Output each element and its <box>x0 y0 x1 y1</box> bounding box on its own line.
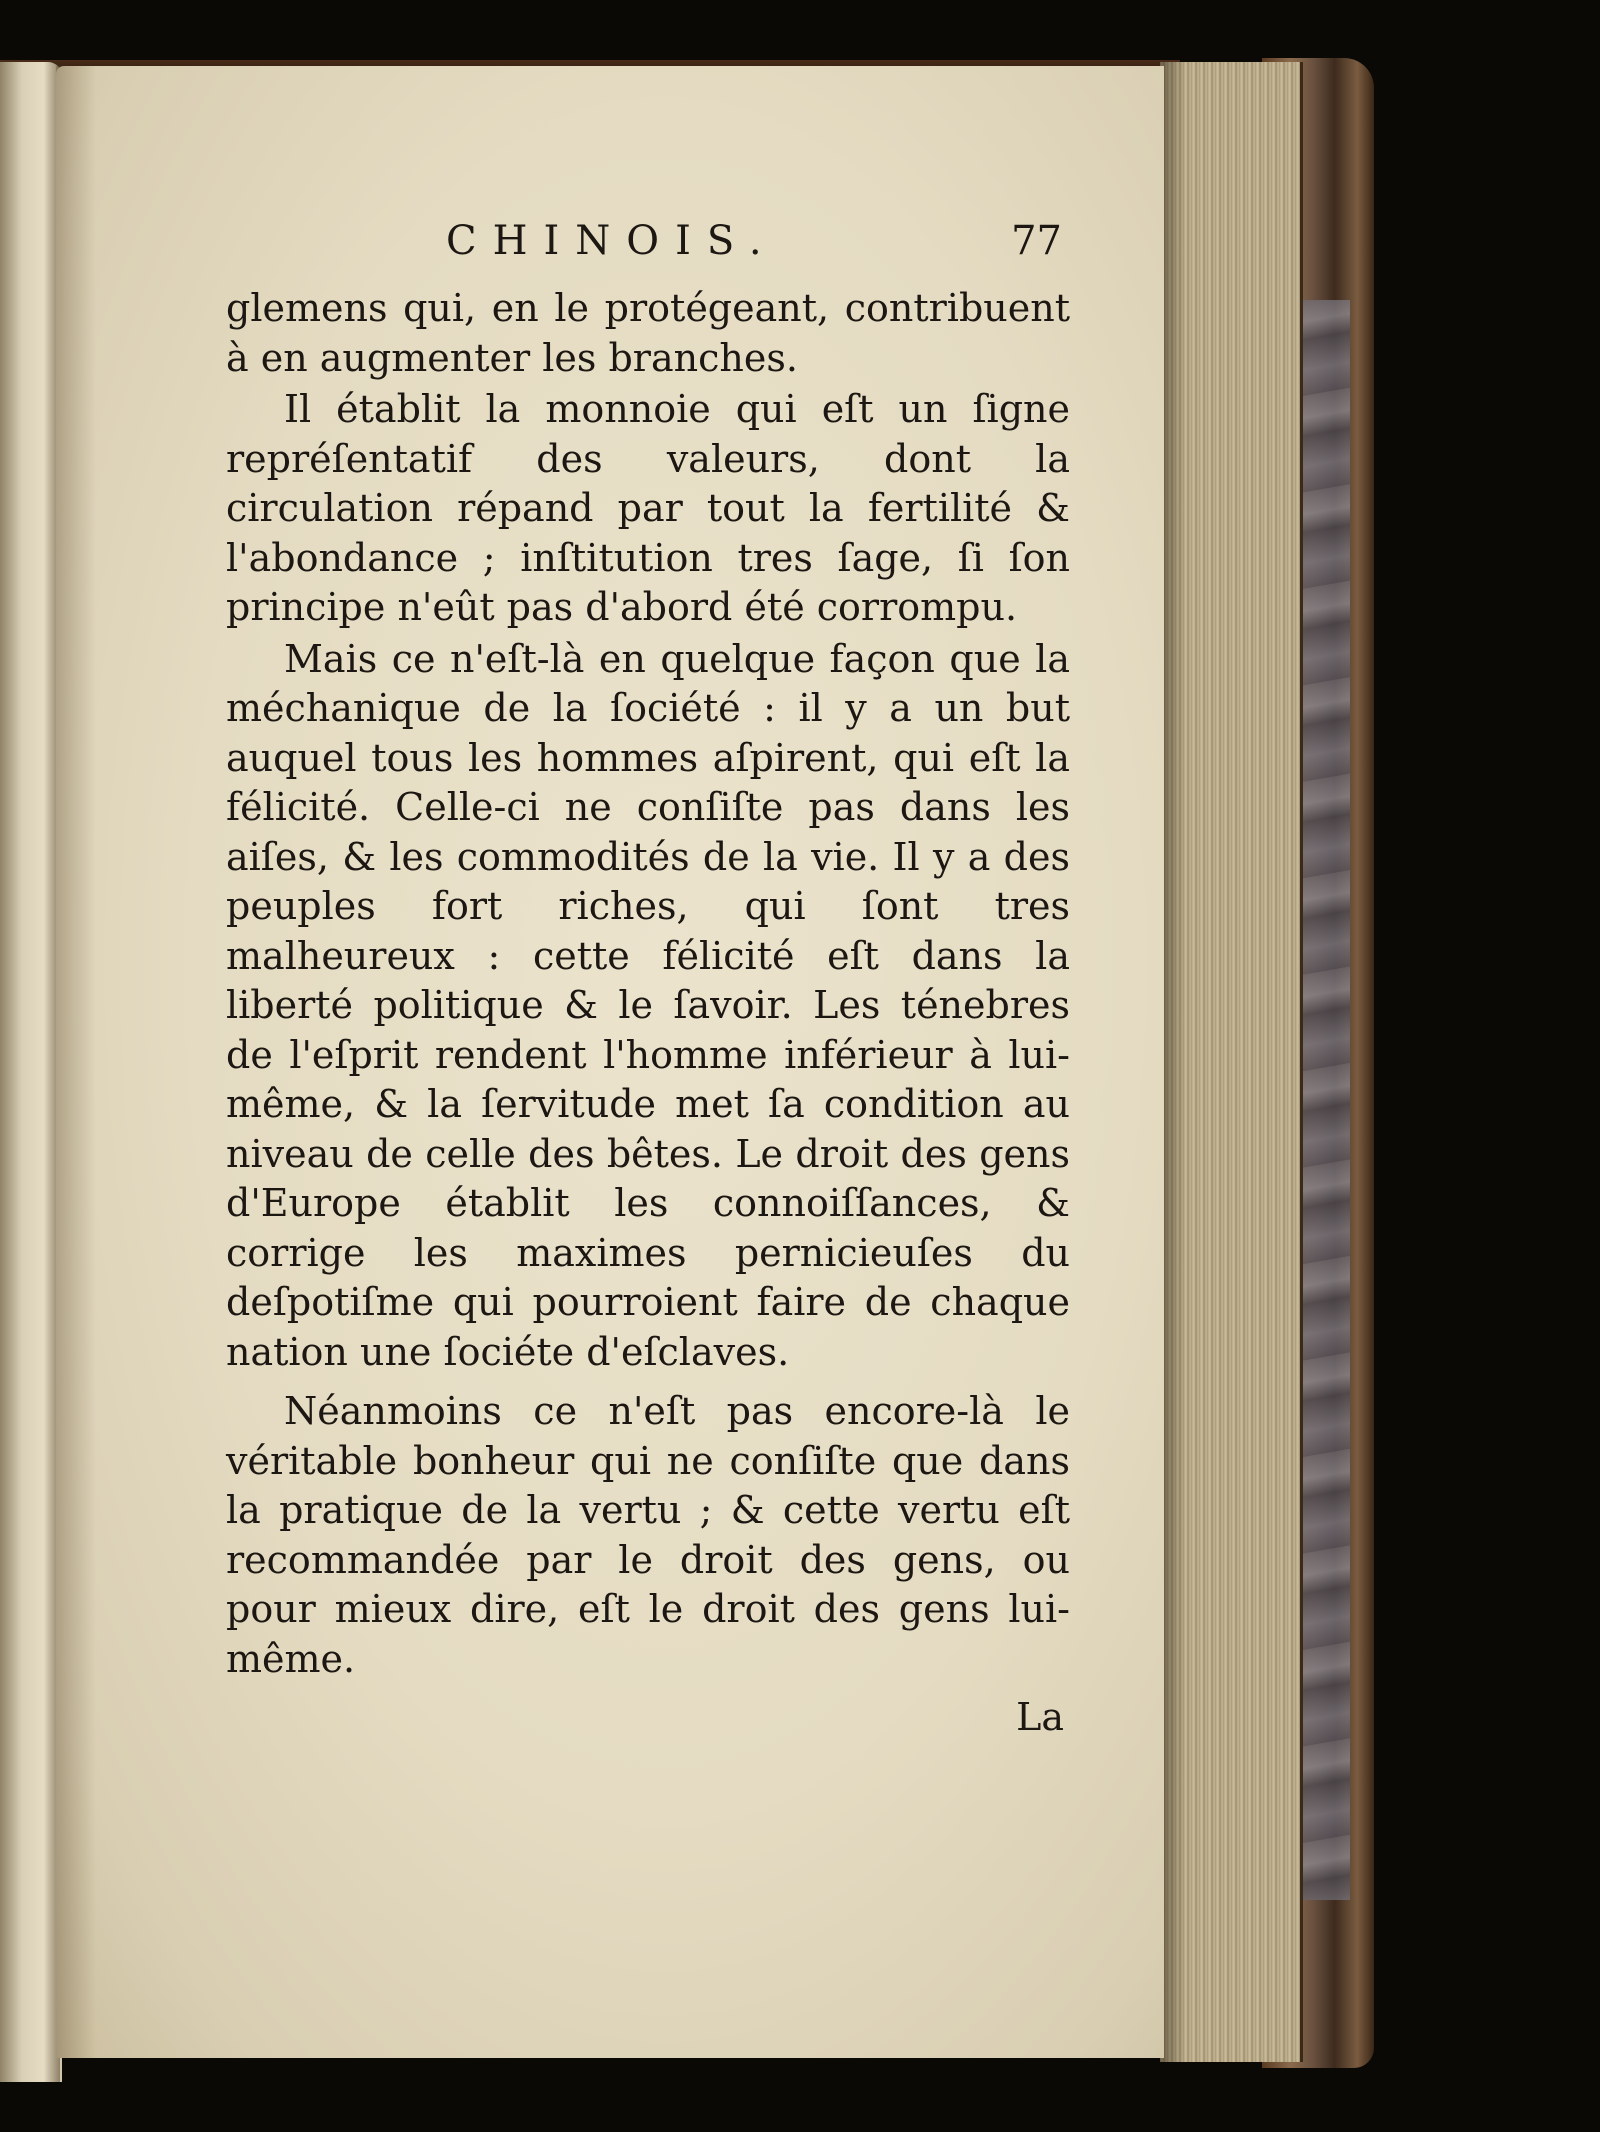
running-title: CHINOIS. <box>446 218 778 264</box>
page-gutter-shadow <box>56 66 96 2058</box>
paragraph-3: Mais ce n'eſt-là en quelque façon que la méchanique de la ſociété : il y a un but auquel tous les hommes aſpirent, qui eſt la félicité. Celle-ci ne conſiſte pas dans les aiſes, & les commodités de la vie. Il y a des peuples fort riches, qui ſont tres malheureux : cette félicité eſt dans la liberté politique & le ſavoir. Les ténebres de l'eſprit rendent l'homme inférieur à lui-même, & la ſervitude met ſa condition au niveau de celle des bêtes. Le droit des gens d'Europe établit les connoiſſances, & corrige les maximes pernicieuſes du deſpotiſme qui pourroient faire de chaque nation une ſociéte d'eſclaves. <box>226 636 1070 1374</box>
page-text-block <box>226 208 1070 1742</box>
catchword: La <box>1016 1695 1064 1739</box>
page-number: 77 <box>1011 218 1062 264</box>
paragraph-1: glemens qui, en le protégeant, contribuent à en augmenter les branches. <box>226 286 1070 380</box>
paragraph-4: Néanmoins ce n'eſt pas encore-là le véritable bonheur qui ne conſiſte que dans la pratique de la vertu ; & cette vertu eſt recommandée par le droit des gens, ou pour mieux dire, eſt le droit des gens lui-même. <box>226 1389 1070 1681</box>
running-head <box>226 208 1070 274</box>
marbled-edge <box>1300 300 1350 1900</box>
paragraph-2: Il établit la monnoie qui eſt un ſigne repréſentatif des valeurs, dont la circulation répand par tout la fertilité & l'abondance ; inſtitution tres ſage, ſi ſon principe n'eût pas d'abord été corrompu. <box>226 387 1070 629</box>
